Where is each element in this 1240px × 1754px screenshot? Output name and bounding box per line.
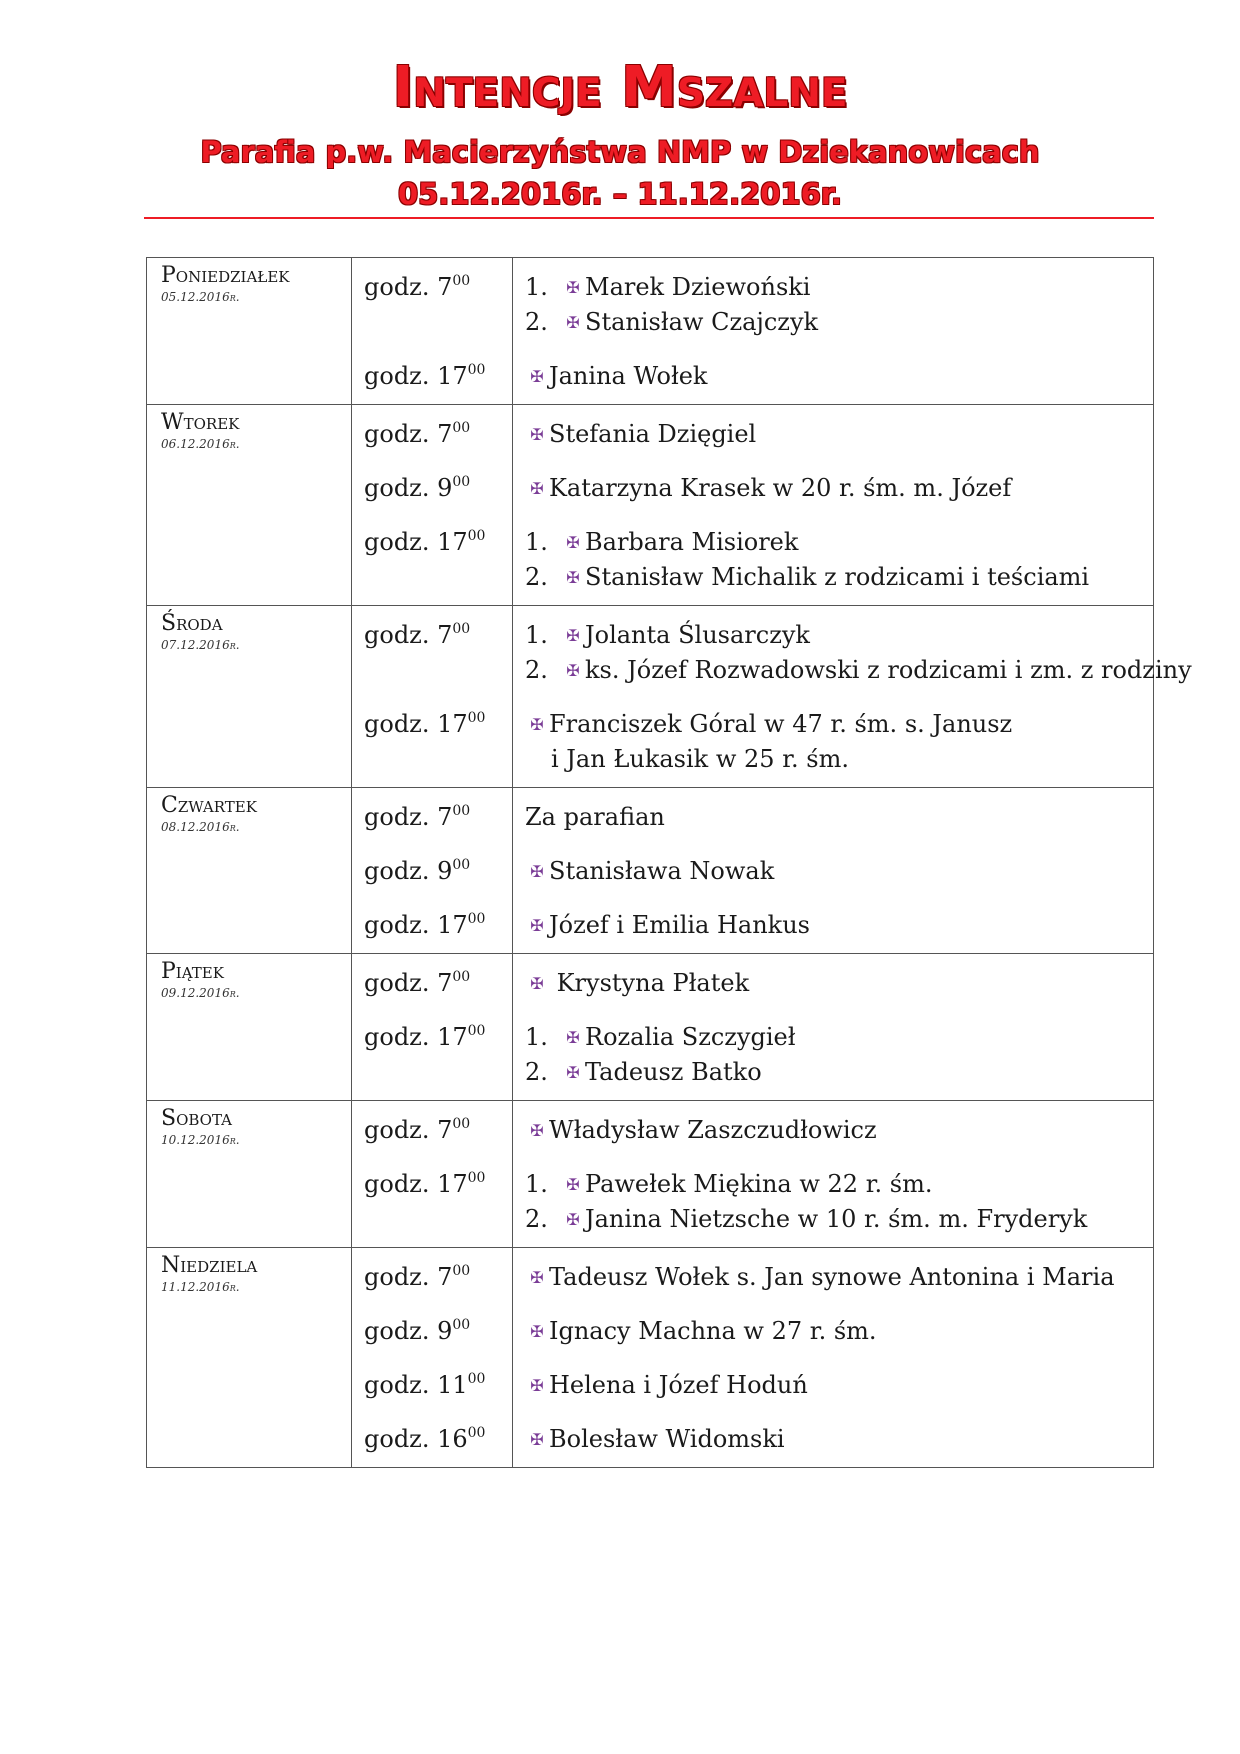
- hour: 7: [437, 621, 453, 649]
- mass-intentions: [525, 525, 1153, 595]
- cross-icon: ✠: [566, 661, 580, 680]
- cross-icon: ✠: [530, 1268, 544, 1287]
- intention-number: 1.: [525, 1023, 548, 1051]
- cross-icon: ✠: [566, 533, 580, 552]
- minutes: 00: [467, 1170, 486, 1186]
- mass-intentions: [525, 471, 1153, 506]
- mass-intentions: [525, 1260, 1153, 1295]
- godz-label: godz.: [364, 420, 430, 448]
- intentions-cell: [513, 258, 1154, 405]
- intention-text: Stanisław Czajczyk: [585, 308, 819, 336]
- godz-label: godz.: [364, 1317, 430, 1345]
- mass-intentions: [525, 270, 1153, 340]
- intention-line: [525, 560, 1153, 595]
- intention-number: 1.: [525, 273, 548, 301]
- intention-number: 2.: [525, 563, 548, 591]
- minutes: 00: [467, 1371, 486, 1387]
- cross-icon: ✠: [566, 1175, 580, 1194]
- day-cell: [147, 1248, 352, 1468]
- mass-intentions: [525, 359, 1153, 394]
- minutes: 00: [452, 1317, 471, 1333]
- intention-text: Bolesław Widomski: [549, 1425, 785, 1453]
- day-cell: [147, 788, 352, 954]
- minutes: 00: [467, 528, 486, 544]
- mass-time: [364, 618, 512, 688]
- godz-label: godz.: [364, 857, 430, 885]
- intention-text: Stefania Dzięgiel: [549, 420, 757, 448]
- mass-intentions: [525, 1113, 1153, 1148]
- intention-line: [525, 1167, 1153, 1202]
- day-name: Piątek: [161, 959, 224, 984]
- cross-icon: ✠: [530, 1376, 544, 1395]
- hour: 17: [437, 362, 468, 390]
- godz-label: godz.: [364, 474, 430, 502]
- cross-icon: ✠: [530, 1322, 544, 1341]
- intentions-cell: [513, 606, 1192, 788]
- godz-label: godz.: [364, 621, 430, 649]
- cross-icon: ✠: [530, 916, 544, 935]
- times-cell: [352, 606, 513, 788]
- mass-intentions: [525, 1020, 1153, 1090]
- intention-line: [525, 742, 1153, 777]
- times-cell: [352, 954, 513, 1101]
- mass-time: [364, 1368, 512, 1403]
- intention-text: Franciszek Góral w 47 r. śm. s. Janusz: [549, 710, 1013, 738]
- times-cell: [352, 788, 513, 954]
- mass-time: [364, 270, 512, 340]
- mass-intentions: [525, 1314, 1153, 1349]
- day-name: Środa: [161, 611, 223, 636]
- intention-number: 2.: [525, 1205, 548, 1233]
- mass-intentions: [525, 1422, 1153, 1457]
- day-row: [147, 788, 1154, 954]
- intentions-cell: [513, 1101, 1154, 1248]
- mass-intentions: [525, 908, 1153, 943]
- godz-label: godz.: [364, 1170, 430, 1198]
- intention-line: [525, 417, 1153, 452]
- intention-line: [525, 1113, 1153, 1148]
- intention-text: Marek Dziewoński: [585, 273, 811, 301]
- day-date: 09.12.2016r.: [161, 986, 240, 1000]
- intention-line: [525, 908, 1153, 943]
- intention-number: 1.: [525, 528, 548, 556]
- intention-text: Janina Wołek: [549, 362, 708, 390]
- times-cell: [352, 258, 513, 405]
- cross-icon: ✠: [566, 313, 580, 332]
- day-date: 10.12.2016r.: [161, 1133, 240, 1147]
- mass-time: [364, 1422, 512, 1457]
- cross-icon: ✠: [566, 626, 580, 645]
- mass-time: [364, 1167, 512, 1237]
- intention-line: [525, 966, 1153, 1001]
- day-name: Wtorek: [161, 410, 240, 435]
- intention-text: Rozalia Szczygieł: [585, 1023, 796, 1051]
- minutes: 00: [452, 857, 471, 873]
- godz-label: godz.: [364, 1371, 430, 1399]
- intention-number: 1.: [525, 621, 548, 649]
- cross-icon: ✠: [530, 367, 544, 386]
- intention-number: 1.: [525, 1170, 548, 1198]
- intentions-cell: [513, 788, 1154, 954]
- intention-line: [525, 471, 1153, 506]
- minutes: 00: [452, 621, 471, 637]
- intention-line: [525, 618, 1153, 653]
- day-name: Sobota: [161, 1106, 232, 1131]
- hour: 17: [437, 528, 468, 556]
- intention-text: Barbara Misiorek: [585, 528, 799, 556]
- mass-intentions: [525, 1368, 1153, 1403]
- day-date: 08.12.2016r.: [161, 820, 240, 834]
- godz-label: godz.: [364, 1116, 430, 1144]
- godz-label: godz.: [364, 911, 430, 939]
- intentions-cell: [513, 405, 1154, 606]
- minutes: 00: [467, 710, 486, 726]
- day-name: Niedziela: [161, 1253, 258, 1278]
- intention-text: Tadeusz Wołek s. Jan synowe Antonina i Maria: [549, 1263, 1115, 1291]
- intention-line: [525, 1260, 1153, 1295]
- mass-schedule-table: [146, 257, 1192, 1468]
- intentions-cell: [513, 1248, 1154, 1468]
- day-cell: [147, 954, 352, 1101]
- hour: 7: [437, 1263, 453, 1291]
- mass-time: [364, 1260, 512, 1295]
- times-cell: [352, 1248, 513, 1468]
- day-row: [147, 954, 1154, 1101]
- mass-time: [364, 854, 512, 889]
- minutes: 00: [467, 1425, 486, 1441]
- cross-icon: ✠: [530, 974, 544, 993]
- mass-time: [364, 707, 512, 777]
- intention-line: [525, 525, 1153, 560]
- mass-time: [364, 471, 512, 506]
- mass-time: [364, 908, 512, 943]
- cross-icon: ✠: [530, 1121, 544, 1140]
- day-cell: [147, 258, 352, 405]
- cross-icon: ✠: [530, 479, 544, 498]
- intention-line: [525, 1055, 1153, 1090]
- minutes: 00: [452, 420, 471, 436]
- intention-text: Janina Nietzsche w 10 r. śm. m. Fryderyk: [585, 1205, 1088, 1233]
- day-name: Poniedziałek: [161, 263, 290, 288]
- hour: 11: [437, 1371, 468, 1399]
- hour: 7: [437, 803, 453, 831]
- day-row: [147, 1248, 1154, 1468]
- intention-line: [525, 1314, 1153, 1349]
- intention-line: [525, 1020, 1153, 1055]
- intention-text: Katarzyna Krasek w 20 r. śm. m. Józef: [549, 474, 1012, 502]
- minutes: 00: [452, 969, 471, 985]
- hour: 17: [437, 710, 468, 738]
- intentions-cell: [513, 954, 1154, 1101]
- godz-label: godz.: [364, 969, 430, 997]
- minutes: 00: [467, 911, 486, 927]
- hour: 9: [437, 1317, 453, 1345]
- intention-text: Stanisława Nowak: [549, 857, 775, 885]
- godz-label: godz.: [364, 1425, 430, 1453]
- day-date: 06.12.2016r.: [161, 437, 240, 451]
- times-cell: [352, 405, 513, 606]
- mass-time: [364, 966, 512, 1001]
- parish-name: Parafia p.w. Macierzyństwa NMP w Dziekanowicach: [200, 135, 1040, 169]
- minutes: 00: [467, 1023, 486, 1039]
- intention-line: [525, 305, 1153, 340]
- hour: 7: [437, 273, 453, 301]
- mass-time: [364, 800, 512, 835]
- intention-text: i Jan Łukasik w 25 r. śm.: [551, 745, 849, 773]
- intention-text: Jolanta Ślusarczyk: [585, 621, 810, 649]
- page-title: Intencje Mszalne: [392, 55, 848, 120]
- hour: 17: [437, 1170, 468, 1198]
- mass-time: [364, 359, 512, 394]
- intention-line: [525, 359, 1153, 394]
- cross-icon: ✠: [566, 1063, 580, 1082]
- hour: 7: [437, 969, 453, 997]
- times-cell: [352, 1101, 513, 1248]
- cross-icon: ✠: [530, 715, 544, 734]
- day-cell: [147, 606, 352, 788]
- hour: 7: [437, 420, 453, 448]
- mass-intentions: [525, 966, 1153, 1001]
- hour: 9: [437, 857, 453, 885]
- day-row: [147, 606, 1154, 788]
- mass-time: [364, 417, 512, 452]
- godz-label: godz.: [364, 1263, 430, 1291]
- day-row: [147, 405, 1154, 606]
- day-date: 05.12.2016r.: [161, 290, 240, 304]
- cross-icon: ✠: [566, 1028, 580, 1047]
- header-divider: [144, 217, 1154, 219]
- intention-line: [525, 800, 1153, 835]
- intention-text: Tadeusz Batko: [585, 1058, 762, 1086]
- day-name: Czwartek: [161, 793, 257, 818]
- cross-icon: ✠: [566, 278, 580, 297]
- intention-text: Pawełek Miękina w 22 r. śm.: [585, 1170, 933, 1198]
- day-date: 11.12.2016r.: [161, 1280, 240, 1294]
- intention-line: [525, 854, 1153, 889]
- day-cell: [147, 1101, 352, 1248]
- hour: 17: [437, 1023, 468, 1051]
- hour: 17: [437, 911, 468, 939]
- intention-text: Za parafian: [525, 803, 665, 831]
- mass-time: [364, 1113, 512, 1148]
- intention-line: [525, 707, 1153, 742]
- hour: 16: [437, 1425, 468, 1453]
- cross-icon: ✠: [530, 425, 544, 444]
- intention-number: 2.: [525, 308, 548, 336]
- mass-intentions: [525, 854, 1153, 889]
- intention-text: Ignacy Machna w 27 r. śm.: [549, 1317, 877, 1345]
- mass-intentions: [525, 707, 1153, 777]
- intention-text: Helena i Józef Hoduń: [549, 1371, 808, 1399]
- cross-icon: ✠: [530, 1430, 544, 1449]
- godz-label: godz.: [364, 803, 430, 831]
- godz-label: godz.: [364, 710, 430, 738]
- intention-number: 2.: [525, 1058, 548, 1086]
- day-row: [147, 258, 1154, 405]
- intention-text: Krystyna Płatek: [549, 969, 750, 997]
- minutes: 00: [467, 362, 486, 378]
- cross-icon: ✠: [566, 1210, 580, 1229]
- minutes: 00: [452, 1263, 471, 1279]
- minutes: 00: [452, 1116, 471, 1132]
- day-cell: [147, 405, 352, 606]
- cross-icon: ✠: [530, 862, 544, 881]
- minutes: 00: [452, 474, 471, 490]
- intention-text: Stanisław Michalik z rodzicami i teściami: [585, 563, 1090, 591]
- intention-line: [525, 653, 1192, 688]
- date-range: 05.12.2016r. – 11.12.2016r.: [398, 177, 842, 211]
- hour: 9: [437, 474, 453, 502]
- intention-line: [525, 270, 1153, 305]
- day-date: 07.12.2016r.: [161, 638, 240, 652]
- mass-time: [364, 1314, 512, 1349]
- mass-intentions: [525, 618, 1192, 688]
- intention-line: [525, 1202, 1153, 1237]
- intention-text: ks. Józef Rozwadowski z rodzicami i zm. z rodziny: [585, 656, 1192, 684]
- hour: 7: [437, 1116, 453, 1144]
- intention-text: Władysław Zaszczudłowicz: [549, 1116, 877, 1144]
- godz-label: godz.: [364, 362, 430, 390]
- godz-label: godz.: [364, 528, 430, 556]
- minutes: 00: [452, 273, 471, 289]
- mass-time: [364, 1020, 512, 1090]
- mass-intentions: [525, 1167, 1153, 1237]
- intention-number: 2.: [525, 656, 548, 684]
- minutes: 00: [452, 803, 471, 819]
- godz-label: godz.: [364, 273, 430, 301]
- godz-label: godz.: [364, 1023, 430, 1051]
- mass-intentions: [525, 417, 1153, 452]
- mass-time: [364, 525, 512, 595]
- intention-text: Józef i Emilia Hankus: [549, 911, 810, 939]
- mass-intentions: [525, 800, 1153, 835]
- intention-line: [525, 1368, 1153, 1403]
- intention-line: [525, 1422, 1153, 1457]
- day-row: [147, 1101, 1154, 1248]
- cross-icon: ✠: [566, 568, 580, 587]
